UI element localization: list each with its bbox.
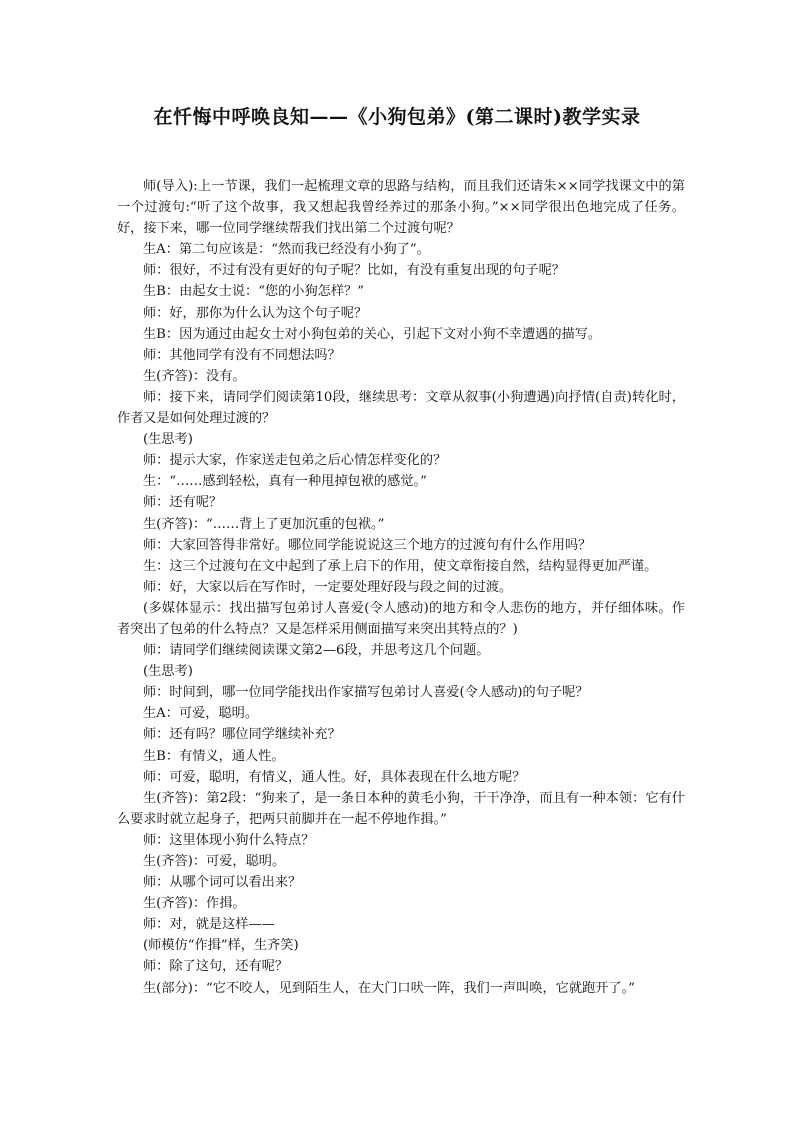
paragraph: 师：大家回答得非常好。哪位同学能说说这三个地方的过渡句有什么作用吗？ — [143, 537, 592, 553]
paragraph: 师：很好，不过有没有更好的句子呢？比如，有没有重复出现的句子呢？ — [143, 263, 565, 279]
paragraph: 师：接下来，请同学们阅读第10段，继续思考：文章从叙事(小狗遭遇)向抒情(自责)转化时，作者又是如何处理过渡的？ — [117, 389, 685, 427]
paragraph: (多媒体显示：找出描写包弟讨人喜爱(令人感动)的地方和令人悲伤的地方，并仔细体味。作者突出了包弟的什么特点？又是怎样采用侧面描写来突出其特点的？) — [117, 600, 685, 637]
paragraph: 生B：由起女士说：“您的小狗怎样？” — [143, 284, 364, 300]
paragraph: 生(齐答)：“……背上了更加沉重的包袱。” — [143, 516, 385, 532]
paragraph: 生(齐答)：第2段：“狗来了，是一条日本种的黄毛小狗，干干净净，而且有一种本领：它有什么要求时就立起身子，把两只前脚并在一起不停地作揖。” — [117, 790, 685, 827]
paragraph: 生(齐答)：作揖。 — [143, 896, 246, 912]
paragraph: 师：还有吗？哪位同学继续补充？ — [143, 727, 341, 743]
paragraph: 生A：可爱，聪明。 — [143, 706, 259, 722]
paragraph: 生(部分)：“它不咬人，见到陌生人，在大门口吠一阵，我们一声叫唤，它就跑开了。” — [143, 980, 635, 996]
paragraph: 师：请同学们继续阅读课文第2—6段，并思考这几个问题。 — [143, 643, 490, 659]
paragraph: 师：好，那你为什么认为这个句子呢？ — [143, 305, 368, 321]
paragraph: 师：其他同学有没有不同想法吗？ — [143, 347, 341, 363]
paragraph: 师：从哪个词可以看出来？ — [143, 875, 302, 891]
paragraph: 师：好，大家以后在写作时，一定要处理好段与段之间的过渡。 — [143, 579, 513, 595]
paragraph: 生：“……感到轻松，真有一种甩掉包袱的感觉。” — [143, 474, 427, 490]
paragraph: 生A：第二句应该是：“然而我已经没有小狗了”。 — [143, 242, 430, 258]
document-body — [117, 176, 685, 999]
paragraph: 师：除了这句，还有呢？ — [143, 959, 289, 975]
document-title: 在忏悔中呼唤良知——《小狗包弟》(第二课时)教学实录 — [153, 106, 641, 128]
paragraph: 生B：有情义，通人性。 — [143, 748, 285, 764]
paragraph: 师：对，就是这样—— — [143, 917, 275, 933]
paragraph: 师：提示大家，作家送走包弟之后心情怎样变化的？ — [143, 453, 447, 469]
paragraph: 生：这三个过渡句在文中起到了承上启下的作用，使文章衔接自然，结构显得更加严谨。 — [143, 558, 658, 574]
paragraph: (师模仿“作揖”样，生齐笑) — [143, 938, 299, 954]
paragraph: 师：这里体现小狗什么特点？ — [143, 832, 315, 848]
paragraph: 师(导入):上一节课，我们一起梳理文章的思路与结构，而且我们还请朱××同学找课文中的第一个过渡句:“听了这个故事，我又想起我曾经养过的那条小狗。”××同学很出色地完成了任务。好，接下来，哪一位同学继续帮我们找出第二个过渡句呢？ — [117, 179, 685, 237]
paragraph: 师：还有呢？ — [143, 495, 223, 511]
paragraph: 生(齐答)：没有。 — [143, 368, 246, 384]
paragraph: 师：可爱，聪明，有情义，通人性。好，具体表现在什么地方呢？ — [143, 769, 526, 785]
paragraph: 师：时间到，哪一位同学能找出作家描写包弟讨人喜爱(令人感动)的句子呢？ — [143, 685, 589, 701]
paragraph: 生B：因为通过由起女士对小狗包弟的关心，引起下文对小狗不幸遭遇的描写。 — [143, 326, 602, 342]
paragraph: (生思考) — [143, 432, 193, 448]
paragraph: 生(齐答)：可爱，聪明。 — [143, 854, 286, 869]
paragraph: (生思考) — [143, 664, 193, 680]
